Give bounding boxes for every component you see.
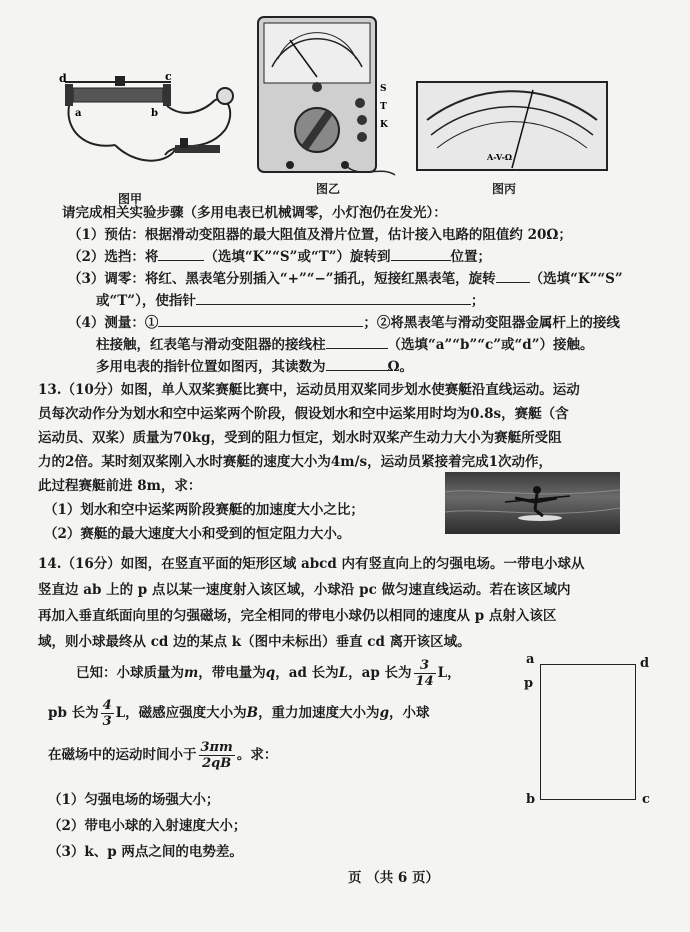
symbol-m: m [184, 665, 199, 681]
step-3-text-b: （选填“K”“S” [529, 271, 623, 287]
step-4-text-d: （选填“a”“b”“c”或“d”）接触。 [387, 337, 594, 353]
given-text-g: L，磁感应强度大小为 [115, 705, 247, 721]
step-4 [68, 312, 620, 333]
blank-3a[interactable] [496, 268, 530, 283]
step-4-text-e: 多用电表的指针位置如图丙，其读数为 [96, 359, 326, 375]
given-text-k: 。求： [236, 747, 278, 763]
given-text-e: L， [437, 665, 461, 681]
figure-jia-circuit [55, 70, 245, 185]
step-2 [68, 246, 491, 267]
scale-label: A-V-Ω [487, 152, 513, 162]
q14-line-1: 14.（16分）如图，在竖直平面的矩形区域 abcd 内有竖直向上的匀强电场。一带电小球从 [38, 556, 585, 572]
q14-given-2 [48, 696, 430, 730]
step-3-cont [96, 290, 484, 311]
step-4-cont1 [96, 334, 593, 355]
blank-4b[interactable] [326, 334, 388, 349]
caption-yi: 图乙 [316, 182, 341, 196]
figure-bing-scale [415, 80, 610, 175]
given-text-d: ，ap 长为 [348, 665, 412, 681]
given-text-c: ，ad 长为 [275, 665, 339, 681]
q14-given-3 [48, 738, 277, 772]
label-a: a [75, 108, 82, 119]
q14-line-4: 域，则小球最终从 cd 边的某点 k（图中未标出）垂直 cd 离开该区域。 [38, 634, 471, 650]
q13-line-6: （1）划水和空中运桨两阶段赛艇的加速度大小之比； [44, 502, 364, 518]
step-3-text-c: 或“T”），使指针 [96, 293, 196, 309]
step-4-text-c: 柱接触，红表笔与滑动变阻器的接线柱 [96, 337, 326, 353]
q14-line-3: 再加入垂直纸面向里的匀强磁场，完全相同的带电小球仍以相同的速度从 p 点射入该区 [38, 608, 557, 624]
step-4-cont2 [96, 356, 413, 377]
symbol-q: q [265, 665, 276, 681]
given-text-h: ，重力加速度大小为 [258, 705, 380, 721]
q13-line-4: 力的2倍。某时刻双桨刚入水时赛艇的速度大小为4m/s，运动员紧接着完成1次动作， [38, 454, 552, 470]
fraction-time: $\frac{3\pi m}{2qB}$ [200, 740, 233, 771]
label-k: K [380, 120, 388, 130]
rower-icon [445, 472, 620, 534]
q13-line-5: 此过程赛艇前进 8m，求： [38, 478, 202, 494]
step-1: （1）预估：根据滑动变阻器的最大阻值及滑片位置，估计接入电路的阻值约 20Ω； [68, 227, 572, 243]
q13-line-1: 13.（10分）如图，单人双桨赛艇比赛中，运动员用双桨同步划水使赛艇沿直线运动。运动 [38, 382, 580, 398]
step-4-text-b: ；②将黑表笔与滑动变阻器金属杆上的接线 [363, 315, 620, 331]
point-b: b [526, 792, 536, 807]
step-2-text-b: （选填“K”“S”或“T”）旋转到 [204, 249, 391, 265]
fraction-ap: $\frac{3}{14}$ [415, 658, 434, 689]
q14-ask-1: （1）匀强电场的场强大小； [48, 792, 220, 808]
step-4-text-f: Ω。 [387, 359, 414, 375]
q13-line-7: （2）赛艇的最大速度大小和受到的恒定阻力大小。 [44, 526, 351, 542]
step-4-text-a: （4）测量：① [68, 315, 159, 331]
symbol-L: L [338, 665, 349, 681]
q13-line-2: 员每次动作分为划水和空中运桨两个阶段，假设划水和空中运桨用时均为0.8s，赛艇（含 [38, 406, 569, 422]
blank-4a[interactable] [158, 312, 363, 327]
label-t: T [380, 102, 387, 112]
rectangle-abcd [540, 664, 636, 800]
step-3-text-a: （3）调零：将红、黑表笔分别插入“+”“−”插孔，短接红黑表笔，旋转 [68, 271, 496, 287]
symbol-B: B [246, 705, 259, 721]
q14-ask-2: （2）带电小球的入射速度大小； [48, 818, 247, 834]
q14-line-2: 竖直边 ab 上的 p 点以某一速度射入该区域，小球沿 pc 做匀速直线运动。若在该区域内 [38, 582, 571, 598]
step-3 [68, 268, 623, 289]
figure-yi-multimeter [250, 15, 400, 185]
step-2-text-a: （2）选挡：将 [68, 249, 159, 265]
blank-4c[interactable] [326, 356, 388, 371]
blank-2a[interactable] [158, 246, 204, 261]
label-s: S [380, 84, 387, 94]
caption-jia: 图甲 [118, 192, 143, 206]
fraction-pb: $\frac{4}{3}$ [102, 698, 112, 729]
q14-given-1 [76, 656, 461, 690]
q13-line-3: 运动员、双桨）质量为70kg，受到的阻力恒定，划水时双桨产生动力大小为赛艇所受阻 [38, 430, 562, 446]
blank-3b[interactable] [196, 290, 471, 305]
label-c: c [165, 70, 172, 83]
step-3-text-d: ； [470, 293, 485, 309]
point-p: p [524, 676, 534, 691]
step-2-text-c: 位置； [450, 249, 492, 265]
given-text-a: 已知：小球质量为 [76, 665, 184, 681]
point-d: d [640, 656, 650, 671]
given-text-f: pb 长为 [48, 705, 99, 721]
label-b: b [151, 108, 158, 119]
page-footer: 页 （共 6 页） [348, 870, 439, 886]
rowing-photo [445, 472, 620, 534]
symbol-g: g [379, 705, 390, 721]
given-text-i: ，小球 [389, 705, 430, 721]
blank-2b[interactable] [391, 246, 451, 261]
given-text-j: 在磁场中的运动时间小于 [48, 747, 197, 763]
given-text-b: ，带电量为 [198, 665, 266, 681]
point-a: a [526, 652, 535, 667]
label-d: d [59, 72, 67, 85]
steps-intro: 请完成相关实验步骤（多用电表已机械调零，小灯泡仍在发光）： [62, 205, 447, 221]
point-c: c [642, 792, 650, 807]
caption-bing: 图丙 [492, 182, 517, 196]
q14-ask-3: （3）k、p 两点之间的电势差。 [48, 844, 243, 860]
